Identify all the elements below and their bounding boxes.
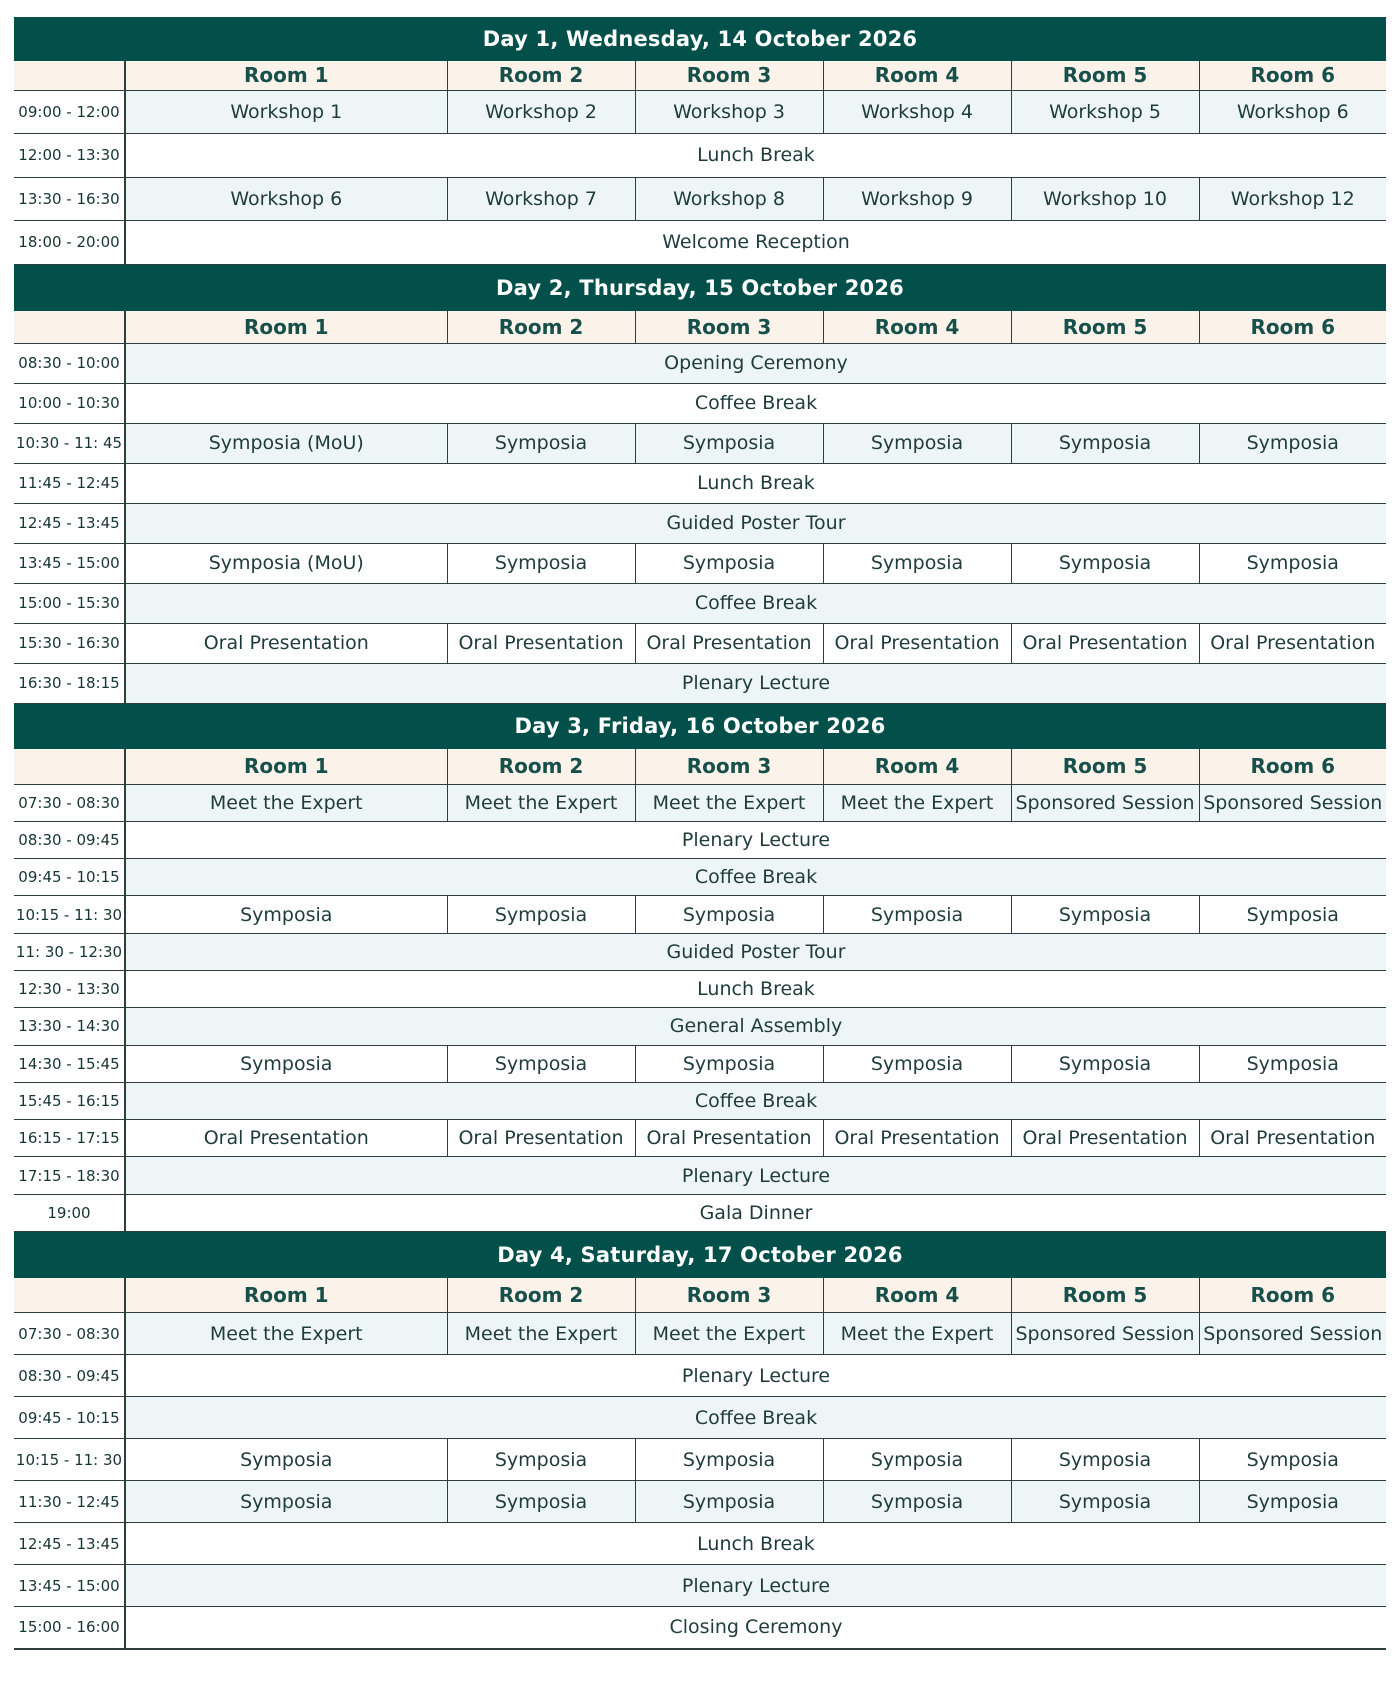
schedule-table — [14, 17, 1386, 1650]
session-cell: Symposia — [635, 1439, 823, 1481]
room-header: Room 4 — [823, 311, 1011, 343]
time-slot: 10:15 - 11: 30 — [14, 896, 125, 933]
session-cell: Symposia — [447, 1481, 635, 1523]
room-header: Room 3 — [635, 749, 823, 784]
session-cell: Symposia — [823, 423, 1011, 463]
schedule-row — [14, 896, 1386, 933]
room-header-row — [14, 1278, 1386, 1313]
schedule-row — [14, 1008, 1386, 1045]
session-cell: Workshop 1 — [125, 90, 447, 134]
time-slot: 11: 30 - 12:30 — [14, 933, 125, 970]
time-slot: 13:30 - 16:30 — [14, 177, 125, 221]
session-cell: Symposia — [635, 1045, 823, 1082]
session-cell: Symposia — [125, 1439, 447, 1481]
time-slot: 15:45 - 16:15 — [14, 1082, 125, 1119]
time-slot: 16:15 - 17:15 — [14, 1120, 125, 1157]
session-full-width: Lunch Break — [125, 1523, 1386, 1565]
session-full-width: Coffee Break — [125, 583, 1386, 623]
room-header: Room 2 — [447, 749, 635, 784]
room-header: Room 6 — [1199, 749, 1386, 784]
session-cell: Symposia — [1011, 1045, 1199, 1082]
session-cell: Oral Presentation — [823, 1120, 1011, 1157]
time-slot: 15:30 - 16:30 — [14, 623, 125, 663]
session-full-width: Lunch Break — [125, 134, 1386, 178]
room-header: Room 6 — [1199, 311, 1386, 343]
schedule-row — [14, 1120, 1386, 1157]
schedule-row — [14, 1397, 1386, 1439]
time-slot: 17:15 - 18:30 — [14, 1157, 125, 1194]
session-cell: Symposia — [125, 1045, 447, 1082]
session-cell: Symposia — [447, 423, 635, 463]
time-slot: 12:45 - 13:45 — [14, 503, 125, 543]
room-header: Room 1 — [125, 61, 447, 90]
schedule-row — [14, 583, 1386, 623]
time-slot: 10:00 - 10:30 — [14, 383, 125, 423]
room-header: Room 3 — [635, 311, 823, 343]
time-slot: 15:00 - 15:30 — [14, 583, 125, 623]
time-slot: 18:00 - 20:00 — [14, 221, 125, 265]
session-full-width: Gala Dinner — [125, 1194, 1386, 1231]
schedule — [14, 17, 1386, 1650]
session-cell: Oral Presentation — [635, 1120, 823, 1157]
session-cell: Oral Presentation — [125, 1120, 447, 1157]
session-full-width: Coffee Break — [125, 1397, 1386, 1439]
room-header: Room 5 — [1011, 749, 1199, 784]
room-header: Room 6 — [1199, 61, 1386, 90]
session-cell: Oral Presentation — [635, 623, 823, 663]
session-cell: Meet the Expert — [125, 1313, 447, 1355]
session-cell: Oral Presentation — [447, 623, 635, 663]
schedule-row — [14, 134, 1386, 178]
session-cell: Symposia — [635, 423, 823, 463]
session-cell: Symposia (MoU) — [125, 423, 447, 463]
session-cell: Oral Presentation — [1199, 623, 1386, 663]
time-slot: 13:30 - 14:30 — [14, 1008, 125, 1045]
room-header: Room 4 — [823, 1278, 1011, 1313]
schedule-row — [14, 1157, 1386, 1194]
room-header-corner — [14, 61, 125, 90]
session-cell: Workshop 5 — [1011, 90, 1199, 134]
room-header-row — [14, 749, 1386, 784]
day-title: Day 1, Wednesday, 14 October 2026 — [14, 17, 1386, 61]
session-cell: Symposia (MoU) — [125, 543, 447, 583]
time-slot: 14:30 - 15:45 — [14, 1045, 125, 1082]
session-cell: Meet the Expert — [125, 784, 447, 821]
session-cell: Oral Presentation — [1011, 623, 1199, 663]
session-cell: Workshop 12 — [1199, 177, 1386, 221]
room-header: Room 3 — [635, 61, 823, 90]
session-cell: Sponsored Session — [1011, 1313, 1199, 1355]
schedule-row — [14, 1082, 1386, 1119]
session-full-width: Plenary Lecture — [125, 1355, 1386, 1397]
schedule-row — [14, 383, 1386, 423]
schedule-row — [14, 1607, 1386, 1649]
session-cell: Symposia — [125, 1481, 447, 1523]
schedule-row — [14, 1523, 1386, 1565]
time-slot: 07:30 - 08:30 — [14, 784, 125, 821]
time-slot: 13:45 - 15:00 — [14, 543, 125, 583]
session-cell: Workshop 2 — [447, 90, 635, 134]
session-cell: Symposia — [823, 1045, 1011, 1082]
room-header-corner — [14, 1278, 125, 1313]
schedule-row — [14, 177, 1386, 221]
session-cell: Symposia — [447, 1439, 635, 1481]
schedule-row — [14, 503, 1386, 543]
day-header-row — [14, 703, 1386, 749]
session-cell: Oral Presentation — [1011, 1120, 1199, 1157]
time-slot: 12:45 - 13:45 — [14, 1523, 125, 1565]
room-header: Room 5 — [1011, 61, 1199, 90]
time-slot: 12:30 - 13:30 — [14, 970, 125, 1007]
session-cell: Symposia — [1199, 1045, 1386, 1082]
session-full-width: Plenary Lecture — [125, 821, 1386, 858]
session-cell: Symposia — [823, 1481, 1011, 1523]
session-cell: Meet the Expert — [823, 784, 1011, 821]
session-cell: Symposia — [823, 896, 1011, 933]
session-cell: Symposia — [635, 1481, 823, 1523]
session-full-width: Lunch Break — [125, 463, 1386, 503]
session-cell: Meet the Expert — [447, 1313, 635, 1355]
time-slot: 11:45 - 12:45 — [14, 463, 125, 503]
session-full-width: Coffee Break — [125, 383, 1386, 423]
time-slot: 08:30 - 09:45 — [14, 1355, 125, 1397]
time-slot: 13:45 - 15:00 — [14, 1565, 125, 1607]
time-slot: 07:30 - 08:30 — [14, 1313, 125, 1355]
schedule-row — [14, 1194, 1386, 1231]
session-full-width: Welcome Reception — [125, 221, 1386, 265]
session-full-width: Coffee Break — [125, 1082, 1386, 1119]
room-header: Room 2 — [447, 61, 635, 90]
day-header-row — [14, 264, 1386, 311]
time-slot: 11:30 - 12:45 — [14, 1481, 125, 1523]
session-cell: Symposia — [635, 896, 823, 933]
session-full-width: Guided Poster Tour — [125, 933, 1386, 970]
room-header: Room 4 — [823, 749, 1011, 784]
session-cell: Symposia — [823, 1439, 1011, 1481]
day-header-row — [14, 1232, 1386, 1278]
schedule-row — [14, 423, 1386, 463]
session-cell: Symposia — [1199, 1481, 1386, 1523]
session-cell: Symposia — [1199, 543, 1386, 583]
schedule-row — [14, 933, 1386, 970]
session-cell: Sponsored Session — [1199, 784, 1386, 821]
session-cell: Meet the Expert — [447, 784, 635, 821]
day-title: Day 3, Friday, 16 October 2026 — [14, 703, 1386, 749]
session-full-width: Opening Ceremony — [125, 343, 1386, 383]
session-cell: Symposia — [635, 543, 823, 583]
room-header: Room 2 — [447, 1278, 635, 1313]
session-full-width: Plenary Lecture — [125, 1565, 1386, 1607]
time-slot: 09:45 - 10:15 — [14, 859, 125, 896]
room-header: Room 1 — [125, 1278, 447, 1313]
time-slot: 16:30 - 18:15 — [14, 663, 125, 703]
session-cell: Oral Presentation — [1199, 1120, 1386, 1157]
session-cell: Symposia — [1199, 423, 1386, 463]
schedule-row — [14, 543, 1386, 583]
session-cell: Symposia — [1199, 896, 1386, 933]
time-slot: 10:15 - 11: 30 — [14, 1439, 125, 1481]
schedule-row — [14, 1439, 1386, 1481]
room-header-row — [14, 311, 1386, 343]
time-slot: 08:30 - 10:00 — [14, 343, 125, 383]
session-full-width: Plenary Lecture — [125, 1157, 1386, 1194]
room-header: Room 3 — [635, 1278, 823, 1313]
time-slot: 08:30 - 09:45 — [14, 821, 125, 858]
day-title: Day 2, Thursday, 15 October 2026 — [14, 264, 1386, 311]
schedule-row — [14, 970, 1386, 1007]
room-header: Room 4 — [823, 61, 1011, 90]
session-full-width: Closing Ceremony — [125, 1607, 1386, 1649]
room-header: Room 5 — [1011, 311, 1199, 343]
session-cell: Workshop 9 — [823, 177, 1011, 221]
session-cell: Symposia — [1199, 1439, 1386, 1481]
session-cell: Workshop 6 — [1199, 90, 1386, 134]
schedule-row — [14, 859, 1386, 896]
schedule-row — [14, 463, 1386, 503]
schedule-row — [14, 1045, 1386, 1082]
session-cell: Symposia — [1011, 543, 1199, 583]
session-cell: Oral Presentation — [125, 623, 447, 663]
schedule-row — [14, 623, 1386, 663]
session-cell: Oral Presentation — [447, 1120, 635, 1157]
session-cell: Symposia — [1011, 423, 1199, 463]
schedule-row — [14, 1313, 1386, 1355]
schedule-row — [14, 343, 1386, 383]
room-header: Room 6 — [1199, 1278, 1386, 1313]
session-cell: Workshop 10 — [1011, 177, 1199, 221]
session-cell: Workshop 7 — [447, 177, 635, 221]
time-slot: 09:45 - 10:15 — [14, 1397, 125, 1439]
time-slot: 19:00 — [14, 1194, 125, 1231]
schedule-row — [14, 663, 1386, 703]
day-title: Day 4, Saturday, 17 October 2026 — [14, 1232, 1386, 1278]
session-cell: Symposia — [447, 543, 635, 583]
session-cell: Workshop 4 — [823, 90, 1011, 134]
session-full-width: General Assembly — [125, 1008, 1386, 1045]
session-cell: Symposia — [1011, 1439, 1199, 1481]
time-slot: 10:30 - 11: 45 — [14, 423, 125, 463]
session-full-width: Plenary Lecture — [125, 663, 1386, 703]
session-cell: Symposia — [447, 896, 635, 933]
schedule-row — [14, 1355, 1386, 1397]
session-cell: Symposia — [823, 543, 1011, 583]
schedule-row — [14, 221, 1386, 265]
session-cell: Sponsored Session — [1199, 1313, 1386, 1355]
session-cell: Meet the Expert — [635, 784, 823, 821]
room-header-corner — [14, 311, 125, 343]
room-header: Room 1 — [125, 311, 447, 343]
time-slot: 09:00 - 12:00 — [14, 90, 125, 134]
room-header-row — [14, 61, 1386, 90]
session-cell: Workshop 3 — [635, 90, 823, 134]
session-cell: Symposia — [125, 896, 447, 933]
day-header-row — [14, 17, 1386, 61]
session-full-width: Coffee Break — [125, 859, 1386, 896]
schedule-row — [14, 821, 1386, 858]
time-slot: 15:00 - 16:00 — [14, 1607, 125, 1649]
session-cell: Meet the Expert — [635, 1313, 823, 1355]
session-cell: Symposia — [447, 1045, 635, 1082]
session-cell: Workshop 6 — [125, 177, 447, 221]
session-cell: Symposia — [1011, 1481, 1199, 1523]
time-slot: 12:00 - 13:30 — [14, 134, 125, 178]
schedule-row — [14, 90, 1386, 134]
session-cell: Oral Presentation — [823, 623, 1011, 663]
room-header: Room 5 — [1011, 1278, 1199, 1313]
room-header: Room 2 — [447, 311, 635, 343]
session-cell: Sponsored Session — [1011, 784, 1199, 821]
room-header-corner — [14, 749, 125, 784]
session-cell: Workshop 8 — [635, 177, 823, 221]
session-full-width: Guided Poster Tour — [125, 503, 1386, 543]
schedule-row — [14, 784, 1386, 821]
room-header: Room 1 — [125, 749, 447, 784]
schedule-row — [14, 1565, 1386, 1607]
session-cell: Symposia — [1011, 896, 1199, 933]
session-cell: Meet the Expert — [823, 1313, 1011, 1355]
schedule-row — [14, 1481, 1386, 1523]
session-full-width: Lunch Break — [125, 970, 1386, 1007]
